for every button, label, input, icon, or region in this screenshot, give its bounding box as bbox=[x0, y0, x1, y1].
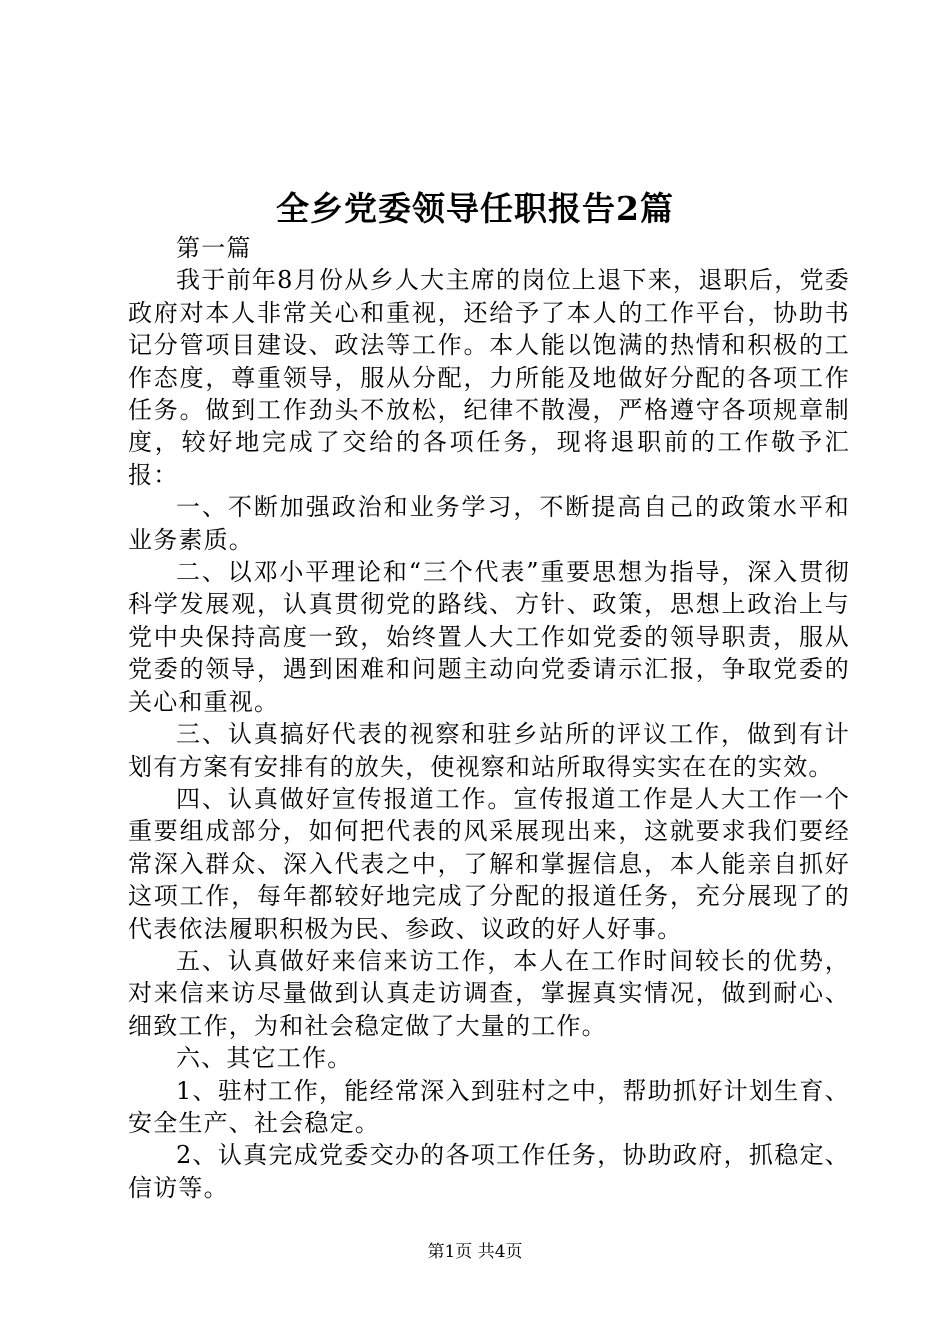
paragraph: 五、认真做好来信来访工作，本人在工作时间较长的优势，对来信来访尽量做到认真走访调查，掌握真实情况，做到耐心、细致工作，为和社会稳定做了大量的工作。 bbox=[128, 946, 850, 1040]
paragraph: 六、其它工作。 bbox=[176, 1044, 353, 1073]
section-heading: 第一篇 bbox=[176, 234, 252, 262]
paragraph: 二、以邓小平理论和“三个代表”重要思想为指导，深入贯彻科学发展观，认真贯彻党的路线、方针、政策，思想上政治上与党中央保持高度一致，始终置人大工作如党委的领导职责，服从党委的领导，遇到困难和问题主动向党委请示汇报，争取党委的关心和重视。 bbox=[128, 558, 850, 716]
document-body bbox=[128, 232, 850, 1204]
paragraph: 我于前年8月份从乡人大主席的岗位上退下来，退职后，党委政府对本人非常关心和重视，还给予了本人的工作平台，协助书记分管项目建设、政法等工作。本人能以饱满的热情和积极的工作态度，尊重领导，服从分配，力所能及地做好分配的各项工作任务。做到工作劲头不放松，纪律不散漫，严格遵守各项规章制度，较好地完成了交给的各项任务，现将退职前的工作敬予汇报： bbox=[128, 266, 850, 489]
page-footer: 第1页 共4页 bbox=[427, 1242, 523, 1262]
paragraph: 四、认真做好宣传报道工作。宣传报道工作是人大工作一个重要组成部分，如何把代表的风采展现出来，这就要求我们要经常深入群众、深入代表之中，了解和掌握信息，本人能亲自抓好这项工作，每年都较好地完成了分配的报道任务，充分展现了的代表依法履职积极为民、参政、议政的好人好事。 bbox=[128, 784, 850, 943]
paragraph: 一、不断加强政治和业务学习，不断提高自己的政策水平和业务素质。 bbox=[128, 493, 850, 554]
paragraph: 1、驻村工作，能经常深入到驻村之中，帮助抓好计划生育、安全生产、社会稳定。 bbox=[128, 1076, 850, 1137]
paragraph: 2、认真完成党委交办的各项工作任务，协助政府，抓稳定、信访等。 bbox=[128, 1141, 850, 1202]
document-title: 全乡党委领导任职报告2篇 bbox=[276, 189, 674, 228]
paragraph: 三、认真搞好代表的视察和驻乡站所的评议工作，做到有计划有方案有安排有的放失，使视察和站所取得实实在在的实效。 bbox=[128, 720, 850, 781]
